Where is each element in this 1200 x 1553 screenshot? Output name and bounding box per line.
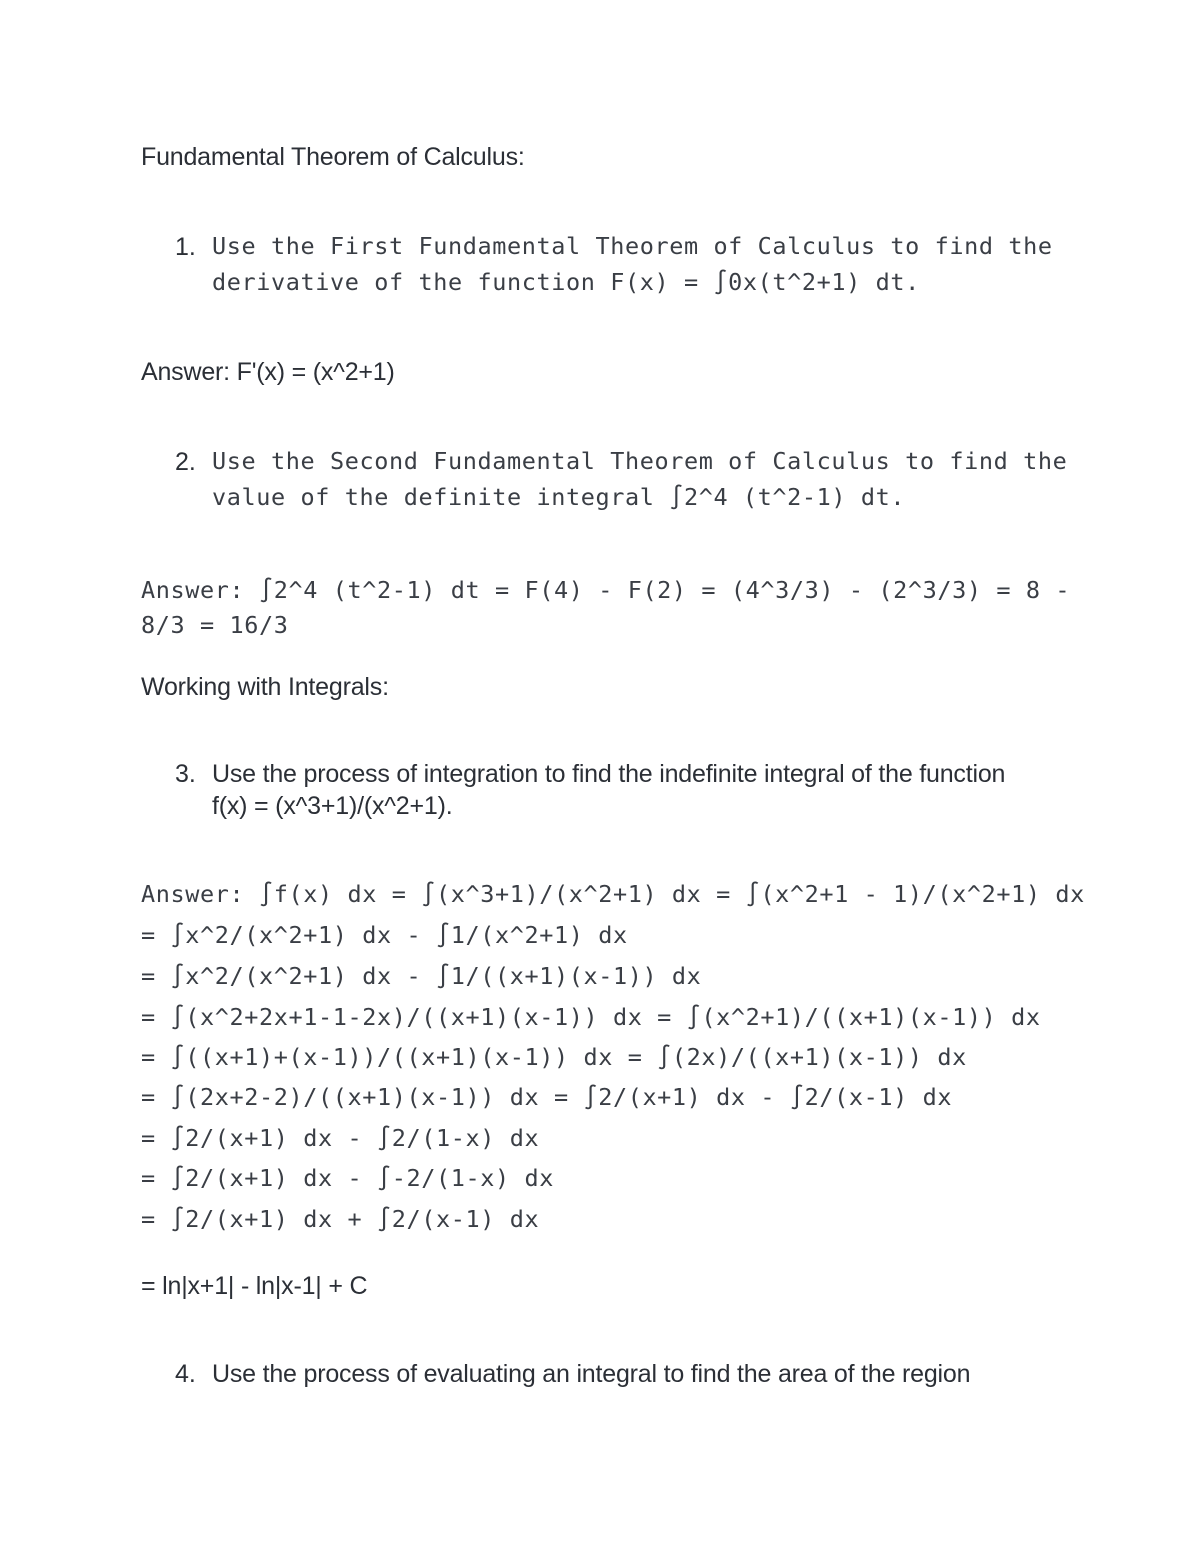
section-heading-fundamental-theorem: Fundamental Theorem of Calculus: [141, 143, 525, 171]
question-1-line-2: derivative of the function F(x) = ∫0x(t^2+1) dt. [212, 268, 920, 296]
answer-3-final: = ln|x+1| - ln|x-1| + C [141, 1272, 368, 1300]
list-number-3: 3. [175, 760, 196, 788]
question-3-line-2: f(x) = (x^3+1)/(x^2+1). [212, 792, 453, 820]
answer-2-line-2: 8/3 = 16/3 [141, 611, 289, 639]
list-number-4: 4. [175, 1360, 196, 1388]
answer-3-line-1: Answer: ∫f(x) dx = ∫(x^3+1)/(x^2+1) dx = ∫(x^2+1 - 1)/(x^2+1) dx [141, 880, 1085, 908]
question-1-line-1: Use the First Fundamental Theorem of Calculus to find the [212, 232, 1053, 260]
answer-3-line-4: = ∫(x^2+2x+1-1-2x)/((x+1)(x-1)) dx = ∫(x^2+1)/((x+1)(x-1)) dx [141, 1003, 1041, 1031]
list-number-2: 2. [175, 448, 196, 476]
answer-2-line-1: Answer: ∫2^4 (t^2-1) dt = F(4) - F(2) = (4^3/3) - (2^3/3) = 8 - [141, 576, 1071, 604]
question-3-line-1: Use the process of integration to find the indefinite integral of the function [212, 760, 1006, 788]
answer-3-line-6: = ∫(2x+2-2)/((x+1)(x-1)) dx = ∫2/(x+1) dx - ∫2/(x-1) dx [141, 1083, 953, 1111]
answer-3-line-8: = ∫2/(x+1) dx - ∫-2/(1-x) dx [141, 1164, 554, 1192]
section-heading-working-with-integrals: Working with Integrals: [141, 673, 389, 701]
question-2-line-1: Use the Second Fundamental Theorem of Calculus to find the [212, 447, 1068, 475]
answer-3-line-7: = ∫2/(x+1) dx - ∫2/(1-x) dx [141, 1124, 540, 1152]
answer-3-line-9: = ∫2/(x+1) dx + ∫2/(x-1) dx [141, 1205, 540, 1233]
question-2-line-2: value of the definite integral ∫2^4 (t^2-1) dt. [212, 483, 906, 511]
answer-1: Answer: F'(x) = (x^2+1) [141, 358, 395, 386]
question-4-line-1: Use the process of evaluating an integral to find the area of the region [212, 1360, 971, 1388]
list-number-1: 1. [175, 233, 196, 261]
answer-3-line-5: = ∫((x+1)+(x-1))/((x+1)(x-1)) dx = ∫(2x)/((x+1)(x-1)) dx [141, 1043, 967, 1071]
answer-3-line-2: = ∫x^2/(x^2+1) dx - ∫1/(x^2+1) dx [141, 921, 628, 949]
answer-3-line-3: = ∫x^2/(x^2+1) dx - ∫1/((x+1)(x-1)) dx [141, 962, 702, 990]
